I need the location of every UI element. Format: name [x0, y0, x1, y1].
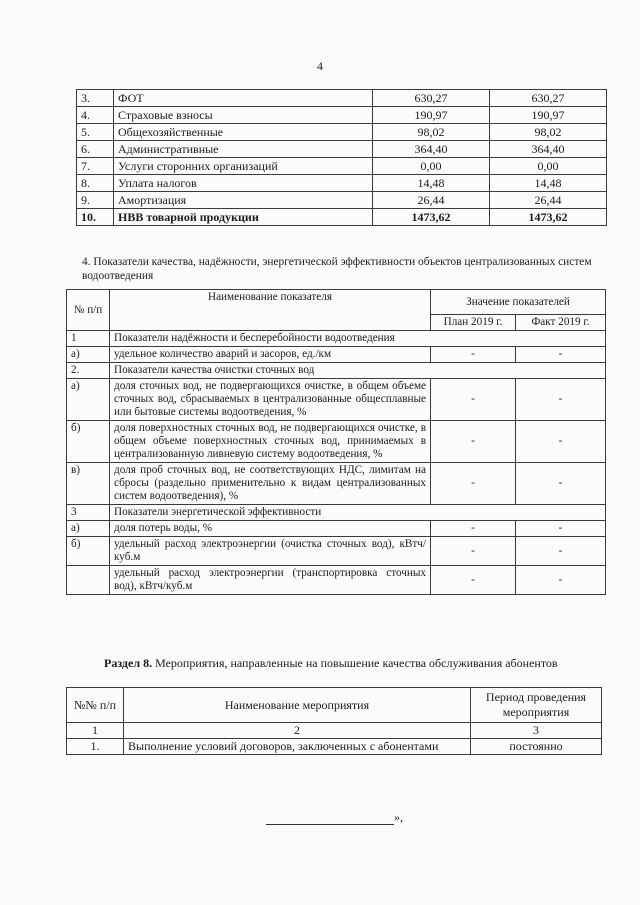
row-fact: -: [516, 421, 606, 463]
cell-plan: 98,02: [373, 124, 490, 141]
row-fact: -: [516, 521, 606, 537]
header-num: № п/п: [67, 290, 110, 331]
cell-num: 8.: [77, 175, 114, 192]
row-plan: -: [431, 463, 516, 505]
table-row: [67, 379, 606, 421]
cell-fact: 98,02: [490, 124, 607, 141]
header-name: Наименование мероприятия: [124, 688, 471, 723]
cell-num: 9.: [77, 192, 114, 209]
header-values: Значение показателей: [431, 290, 606, 315]
row-num: [67, 566, 110, 595]
cell-num: 6.: [77, 141, 114, 158]
cell-name: ФОТ: [114, 90, 373, 107]
row-name: доля проб сточных вод, не соответствующих НДС, лимитам на сбросы (раздельно применительно к видам централизованных систем водоотведения), %: [110, 463, 431, 505]
cell-plan: 364,40: [373, 141, 490, 158]
table-row: [77, 107, 607, 124]
header-fact: Факт 2019 г.: [516, 315, 606, 331]
cell-plan: 26,44: [373, 192, 490, 209]
table-row: [77, 124, 607, 141]
index-row: [67, 723, 602, 739]
signature-line: [266, 810, 403, 825]
cell-fact: 14,48: [490, 175, 607, 192]
cell-fact: 26,44: [490, 192, 607, 209]
cell-plan: 0,00: [373, 158, 490, 175]
row-num: 1: [67, 331, 110, 347]
table-row: [77, 141, 607, 158]
table-row: [77, 158, 607, 175]
group-row: [67, 363, 606, 379]
table-row: [67, 347, 606, 363]
activities-table: [66, 687, 602, 755]
group-row: [67, 331, 606, 347]
cell-name: НВВ товарной продукции: [114, 209, 373, 226]
row-num: а): [67, 347, 110, 363]
row-name: Показатели надёжности и бесперебойности водоотведения: [110, 331, 606, 347]
index-1: 1: [67, 723, 124, 739]
quality-indicators-table: [66, 289, 606, 595]
index-3: 3: [471, 723, 602, 739]
row-fact: -: [516, 379, 606, 421]
row-plan: -: [431, 521, 516, 537]
group-row: [67, 505, 606, 521]
row-name: Показатели энергетической эффективности: [110, 505, 606, 521]
row-plan: -: [431, 566, 516, 595]
cell-plan: 14,48: [373, 175, 490, 192]
row-plan: -: [431, 421, 516, 463]
row-name: удельное количество аварий и засоров, ед./км: [110, 347, 431, 363]
signature-suffix: »,: [394, 810, 403, 824]
row-plan: -: [431, 379, 516, 421]
table-row: [77, 192, 607, 209]
table-row: [67, 521, 606, 537]
cell-name: Общехозяйственные: [114, 124, 373, 141]
cell-plan: 190,97: [373, 107, 490, 124]
table-header-row: [67, 290, 606, 315]
row-name: доля сточных вод, не подвергающихся очистке, в общем объеме сточных вод, сбрасываемых в централизованные общесплавные или бытовые системы водоотведения, %: [110, 379, 431, 421]
cell-plan: 1473,62: [373, 209, 490, 226]
row-name: Показатели качества очистки сточных вод: [110, 363, 606, 379]
header-period: Период проведения мероприятия: [471, 688, 602, 723]
row-plan: -: [431, 347, 516, 363]
cell-name: Уплата налогов: [114, 175, 373, 192]
page-number: 4: [317, 59, 323, 73]
row-num: в): [67, 463, 110, 505]
cell-fact: 1473,62: [490, 209, 607, 226]
cell-name: Услуги сторонних организаций: [114, 158, 373, 175]
row-fact: -: [516, 463, 606, 505]
header-num: №№ п/п: [67, 688, 124, 723]
table-row: [67, 739, 602, 755]
cell-fact: 0,00: [490, 158, 607, 175]
cell-num: 7.: [77, 158, 114, 175]
table-row: [67, 421, 606, 463]
cell-num: 3.: [77, 90, 114, 107]
section8-label: Раздел 8.: [104, 656, 153, 670]
section4-title: 4. Показатели качества, надёжности, энергетической эффективности объектов централизованных систем водоотведения: [82, 256, 592, 282]
row-fact: -: [516, 537, 606, 566]
cell-num: 5.: [77, 124, 114, 141]
row-name: удельный расход электроэнергии (транспортировка сточных вод), кВтч/куб.м: [110, 566, 431, 595]
cell-plan: 630,27: [373, 90, 490, 107]
row-num: б): [67, 537, 110, 566]
row-plan: -: [431, 537, 516, 566]
table-row: [77, 175, 607, 192]
cell-name: Административные: [114, 141, 373, 158]
row-name: доля потерь воды, %: [110, 521, 431, 537]
row-num: 2.: [67, 363, 110, 379]
table-row: [67, 463, 606, 505]
cost-table: [76, 89, 607, 226]
cell-num: 4.: [77, 107, 114, 124]
table-row: [67, 566, 606, 595]
cell-num: 10.: [77, 209, 114, 226]
table-row: [77, 90, 607, 107]
row-fact: -: [516, 566, 606, 595]
table-header-row: [67, 688, 602, 723]
row-name: Выполнение условий договоров, заключенных с абонентами: [124, 739, 471, 755]
cell-name: Страховые взносы: [114, 107, 373, 124]
row-num: 3: [67, 505, 110, 521]
cell-fact: 630,27: [490, 90, 607, 107]
cell-name: Амортизация: [114, 192, 373, 209]
row-num: б): [67, 421, 110, 463]
row-num: а): [67, 521, 110, 537]
row-fact: -: [516, 347, 606, 363]
cell-fact: 190,97: [490, 107, 607, 124]
index-2: 2: [124, 723, 471, 739]
blank-line: [266, 814, 394, 825]
section8-title: Мероприятия, направленные на повышение качества обслуживания абонентов: [155, 656, 558, 670]
header-plan: План 2019 г.: [431, 315, 516, 331]
row-num: 1.: [67, 739, 124, 755]
table-row: [77, 209, 607, 226]
row-name: удельный расход электроэнергии (очистка сточных вод), кВтч/куб.м: [110, 537, 431, 566]
table-row: [67, 537, 606, 566]
section8-heading: [104, 656, 558, 671]
cell-fact: 364,40: [490, 141, 607, 158]
row-name: доля поверхностных сточных вод, не подвергающихся очистке, в общем объеме поверхностных сточных вод, принимаемых в централизованную ливневую систему водоотведения, %: [110, 421, 431, 463]
row-period: постоянно: [471, 739, 602, 755]
header-name: Наименование показателя: [110, 290, 431, 331]
row-num: а): [67, 379, 110, 421]
